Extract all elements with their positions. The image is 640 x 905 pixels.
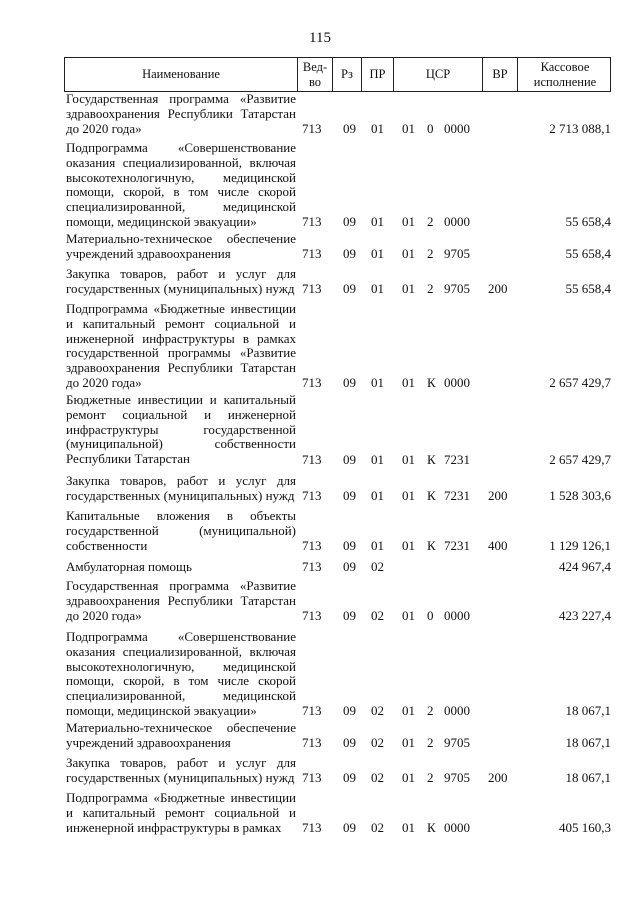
row-c2: 2 xyxy=(427,246,434,262)
row-c1: 01 xyxy=(402,608,415,624)
row-pr: 01 xyxy=(371,281,384,297)
table-header xyxy=(64,57,611,92)
row-c3: 0000 xyxy=(444,375,470,391)
row-name: Подпрограмма «Совершенствование оказания специализированной, включая высокотехнологичную, медицинской помощи, скорой, в том числе скорой специализированной, медицинской помощи, медицинской эвакуации» xyxy=(66,140,296,229)
row-rz: 09 xyxy=(343,281,356,297)
row-kas: 18 067,1 xyxy=(565,703,611,719)
row-c1: 01 xyxy=(402,214,415,230)
header-ved-line1: Вед- xyxy=(302,59,328,74)
row-c3: 7231 xyxy=(444,538,470,554)
page-number: 115 xyxy=(309,30,331,46)
table-row xyxy=(64,756,611,786)
row-rz: 09 xyxy=(343,735,356,751)
header-ved-line2: во xyxy=(308,74,322,89)
row-name: Подпрограмма «Бюджетные инвестиции и капитальный ремонт социальной и инженерной инфраструктуры в рамках xyxy=(66,790,296,835)
row-c2: К xyxy=(427,820,436,836)
header-name: Наименование xyxy=(65,58,298,91)
row-rz: 09 xyxy=(343,375,356,391)
row-kas: 55 658,4 xyxy=(565,214,611,230)
row-ved: 713 xyxy=(302,735,322,751)
row-kas: 1 129 126,1 xyxy=(549,538,611,554)
row-rz: 09 xyxy=(343,608,356,624)
table-row xyxy=(64,92,611,137)
row-rz: 09 xyxy=(343,770,356,786)
row-pr: 01 xyxy=(371,214,384,230)
row-c2: 2 xyxy=(427,770,434,786)
row-name: Амбулаторная помощь xyxy=(66,559,192,574)
row-name: Подпрограмма «Совершенствование оказания специализированной, включая высокотехнологичную, медицинской помощи, скорой, в том числе скорой специализированной, медицинской помощи, медицинской эвакуации» xyxy=(66,629,296,718)
row-c3: 9705 xyxy=(444,770,470,786)
table-row xyxy=(64,579,611,624)
row-name: Бюджетные инвестиции и капитальный ремонт социальной и инженерной инфраструктуры государственной (муниципальной) собственности Республики Татарстан xyxy=(66,392,296,467)
row-c3: 0000 xyxy=(444,703,470,719)
row-rz: 09 xyxy=(343,559,356,575)
row-pr: 02 xyxy=(371,820,384,836)
row-c1: 01 xyxy=(402,121,415,137)
row-rz: 09 xyxy=(343,452,356,468)
row-kas: 2 713 088,1 xyxy=(549,121,611,137)
row-pr: 01 xyxy=(371,538,384,554)
table-row xyxy=(64,630,611,719)
row-name: Материально-техническое обеспечение учреждений здравоохранения xyxy=(66,720,296,750)
row-name: Закупка товаров, работ и услуг для государственных (муниципальных) нужд xyxy=(66,473,296,503)
table-row xyxy=(64,509,611,554)
row-pr: 01 xyxy=(371,488,384,504)
row-kas: 55 658,4 xyxy=(565,281,611,297)
row-c1: 01 xyxy=(402,735,415,751)
header-rz: Рз xyxy=(333,58,362,91)
row-vr: 200 xyxy=(488,281,508,297)
row-c3: 0000 xyxy=(444,820,470,836)
header-vr: ВР xyxy=(483,58,518,91)
row-rz: 09 xyxy=(343,820,356,836)
row-ved: 713 xyxy=(302,538,322,554)
row-kas: 1 528 303,6 xyxy=(549,488,611,504)
row-name: Государственная программа «Развитие здравоохранения Республики Татарстан до 2020 года» xyxy=(66,578,296,623)
row-name: Закупка товаров, работ и услуг для государственных (муниципальных) нужд xyxy=(66,266,296,296)
row-c2: 2 xyxy=(427,735,434,751)
row-c3: 0000 xyxy=(444,214,470,230)
row-name: Государственная программа «Развитие здравоохранения Республики Татарстан до 2020 года» xyxy=(66,91,296,136)
table-row xyxy=(64,232,611,262)
row-c1: 01 xyxy=(402,375,415,391)
row-ved: 713 xyxy=(302,559,322,575)
table-row xyxy=(64,267,611,297)
row-ved: 713 xyxy=(302,452,322,468)
row-rz: 09 xyxy=(343,488,356,504)
row-ved: 713 xyxy=(302,375,322,391)
table-row xyxy=(64,474,611,504)
row-rz: 09 xyxy=(343,121,356,137)
row-c1: 01 xyxy=(402,246,415,262)
row-c2: К xyxy=(427,375,436,391)
row-c2: 0 xyxy=(427,608,434,624)
table-row xyxy=(64,560,611,575)
row-c1: 01 xyxy=(402,703,415,719)
row-kas: 55 658,4 xyxy=(565,246,611,262)
row-c2: К xyxy=(427,452,436,468)
row-c2: 2 xyxy=(427,214,434,230)
row-ved: 713 xyxy=(302,488,322,504)
row-rz: 09 xyxy=(343,703,356,719)
row-ved: 713 xyxy=(302,703,322,719)
row-rz: 09 xyxy=(343,214,356,230)
row-c1: 01 xyxy=(402,281,415,297)
row-pr: 01 xyxy=(371,452,384,468)
row-pr: 02 xyxy=(371,559,384,575)
row-vr: 400 xyxy=(488,538,508,554)
row-kas: 18 067,1 xyxy=(565,770,611,786)
row-vr: 200 xyxy=(488,770,508,786)
row-c3: 0000 xyxy=(444,121,470,137)
row-c3: 9705 xyxy=(444,246,470,262)
row-ved: 713 xyxy=(302,820,322,836)
row-c2: 2 xyxy=(427,703,434,719)
header-pr: ПР xyxy=(362,58,394,91)
row-c2: 0 xyxy=(427,121,434,137)
row-pr: 02 xyxy=(371,703,384,719)
row-c3: 7231 xyxy=(444,488,470,504)
table-row xyxy=(64,721,611,751)
row-ved: 713 xyxy=(302,121,322,137)
row-c2: К xyxy=(427,488,436,504)
table-row xyxy=(64,791,611,836)
header-kas xyxy=(518,58,612,91)
header-kas-line2: исполнение xyxy=(533,74,597,89)
row-vr: 200 xyxy=(488,488,508,504)
table-row xyxy=(64,141,611,230)
table-row xyxy=(64,393,611,468)
row-pr: 02 xyxy=(371,735,384,751)
row-pr: 02 xyxy=(371,770,384,786)
row-c2: 2 xyxy=(427,281,434,297)
row-c1: 01 xyxy=(402,820,415,836)
row-c1: 01 xyxy=(402,488,415,504)
row-pr: 01 xyxy=(371,375,384,391)
row-ved: 713 xyxy=(302,608,322,624)
row-kas: 405 160,3 xyxy=(559,820,611,836)
header-csr: ЦСР xyxy=(394,58,483,91)
row-kas: 423 227,4 xyxy=(559,608,611,624)
table-row xyxy=(64,302,611,391)
row-kas: 2 657 429,7 xyxy=(549,452,611,468)
row-rz: 09 xyxy=(343,538,356,554)
row-ved: 713 xyxy=(302,246,322,262)
row-ved: 713 xyxy=(302,214,322,230)
header-ved xyxy=(298,58,333,91)
row-name: Закупка товаров, работ и услуг для государственных (муниципальных) нужд xyxy=(66,755,296,785)
row-kas: 424 967,4 xyxy=(559,559,611,575)
row-name: Капитальные вложения в объекты государственной (муниципальной) собственности xyxy=(66,508,296,553)
row-c1: 01 xyxy=(402,770,415,786)
row-pr: 01 xyxy=(371,121,384,137)
row-c1: 01 xyxy=(402,538,415,554)
row-c2: К xyxy=(427,538,436,554)
row-pr: 01 xyxy=(371,246,384,262)
row-c3: 9705 xyxy=(444,281,470,297)
row-pr: 02 xyxy=(371,608,384,624)
row-name: Материально-техническое обеспечение учреждений здравоохранения xyxy=(66,231,296,261)
row-kas: 2 657 429,7 xyxy=(549,375,611,391)
row-ved: 713 xyxy=(302,281,322,297)
row-name: Подпрограмма «Бюджетные инвестиции и капитальный ремонт социальной и инженерной инфраструктуры в рамках государственной программы «Развитие здравоохранения Республики Татарстан до 2020 года» xyxy=(66,301,296,390)
row-c1: 01 xyxy=(402,452,415,468)
row-rz: 09 xyxy=(343,246,356,262)
row-c3: 0000 xyxy=(444,608,470,624)
header-kas-line1: Кассовое xyxy=(540,59,590,74)
row-kas: 18 067,1 xyxy=(565,735,611,751)
row-ved: 713 xyxy=(302,770,322,786)
row-c3: 7231 xyxy=(444,452,470,468)
row-c3: 9705 xyxy=(444,735,470,751)
